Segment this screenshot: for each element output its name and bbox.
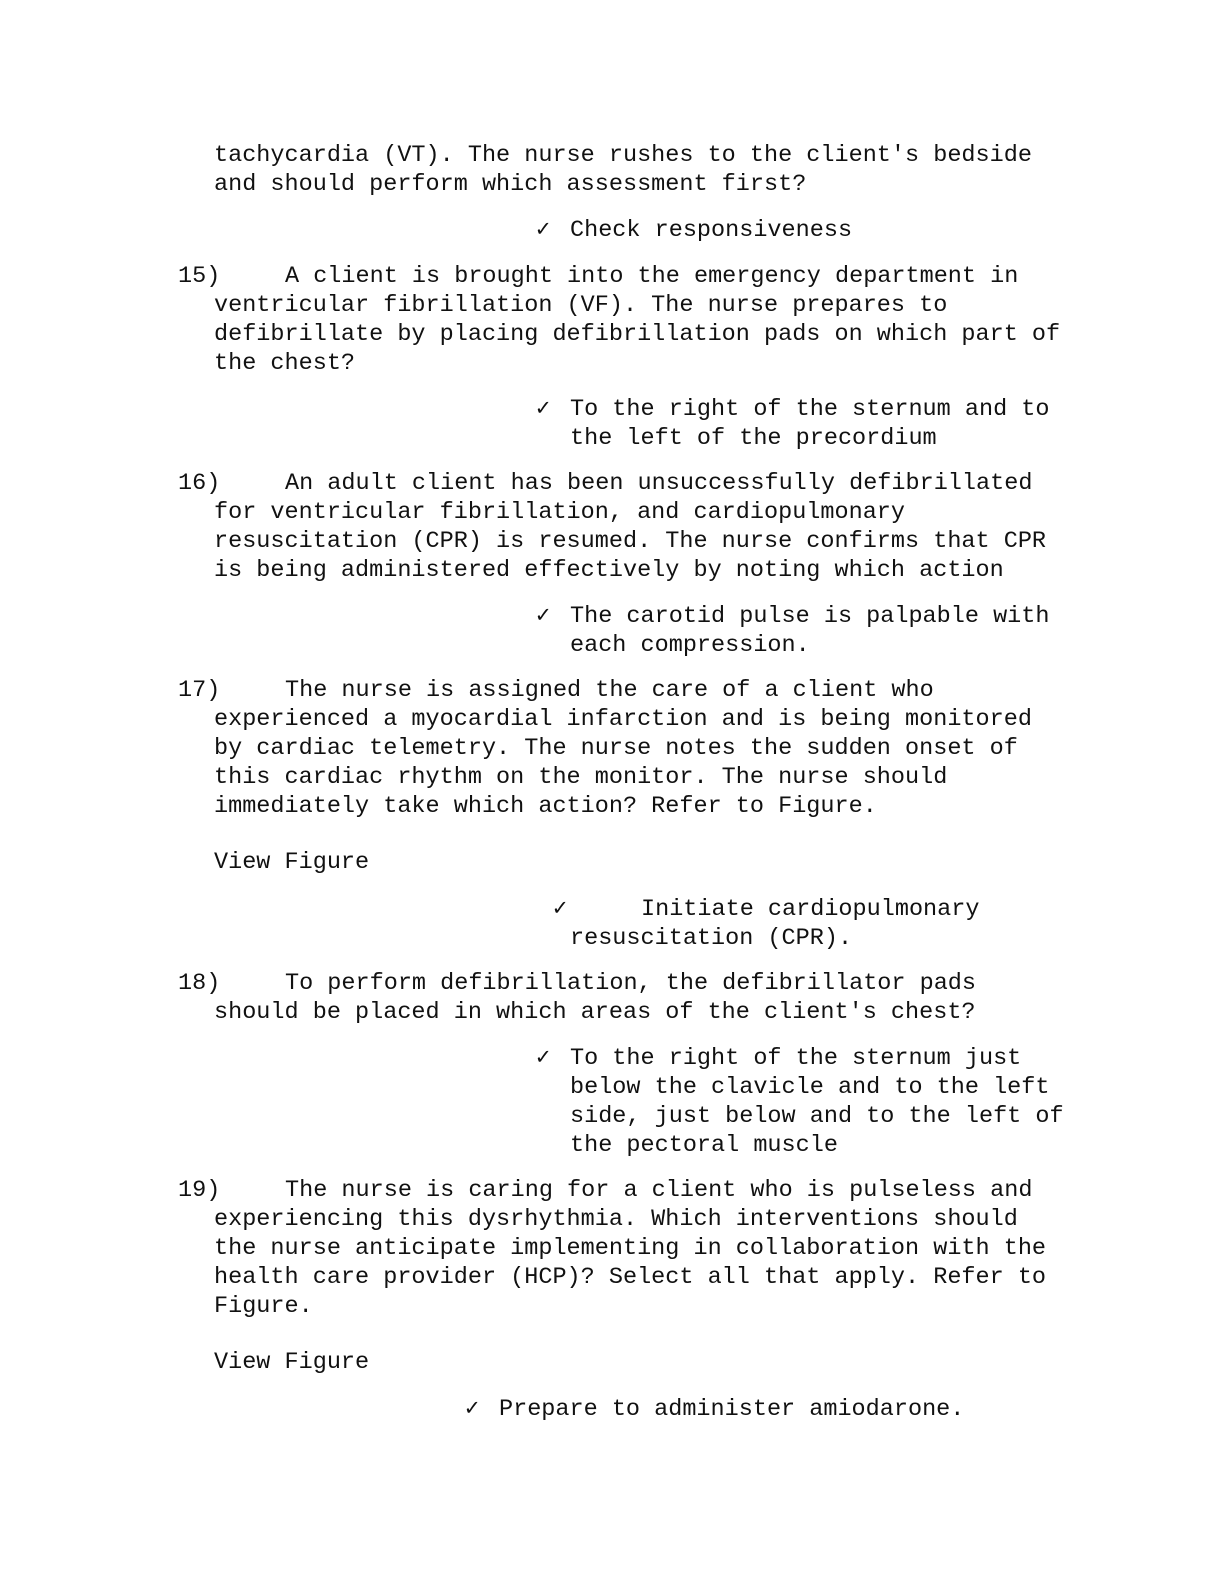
question-19-text-line: Figure.	[214, 1293, 313, 1320]
checkmark-icon: ✓	[553, 896, 568, 923]
answer-18-line: To the right of the sternum just	[570, 1045, 1022, 1072]
question-15-text-line: ventricular fibrillation (VF). The nurse prepares to	[214, 292, 948, 319]
checkmark-icon: ✓	[536, 217, 551, 244]
question-15-text-line: A client is brought into the emergency department in	[285, 263, 1019, 290]
answer-18-line: side, just below and to the left of	[570, 1103, 1064, 1130]
question-18-text-line: should be placed in which areas of the client's chest?	[214, 999, 976, 1026]
question-18-text-line: To perform defibrillation, the defibrillator pads	[285, 970, 977, 997]
question-18-number: 18)	[178, 970, 221, 997]
question-17-number: 17)	[178, 677, 221, 704]
question-16-text-line: for ventricular fibrillation, and cardiopulmonary	[214, 499, 906, 526]
question-17-text-line: this cardiac rhythm on the monitor. The nurse should	[214, 764, 948, 791]
answer-19-line: Prepare to administer amiodarone.	[499, 1396, 965, 1423]
answer-17-line: resuscitation (CPR).	[570, 925, 853, 952]
answer-15-line: To the right of the sternum and to	[570, 396, 1050, 423]
question-15-text-line: defibrillate by placing defibrillation pads on which part of	[214, 321, 1061, 348]
checkmark-icon: ✓	[536, 1045, 551, 1072]
answer-18-line: below the clavicle and to the left	[570, 1074, 1050, 1101]
question-19-text-line: experiencing this dysrhythmia. Which interventions should	[214, 1206, 1018, 1233]
question-17-text-line: immediately take which action? Refer to Figure.	[214, 793, 877, 820]
answer-18-line: the pectoral muscle	[570, 1132, 838, 1159]
question-16-text-line: An adult client has been unsuccessfully defibrillated	[285, 470, 1033, 497]
question-19-text-line: the nurse anticipate implementing in collaboration with the	[214, 1235, 1047, 1262]
view-figure-link[interactable]: View Figure	[214, 1349, 370, 1376]
checkmark-icon: ✓	[536, 396, 551, 423]
checkmark-icon: ✓	[536, 603, 551, 630]
question-14-text-line: tachycardia (VT). The nurse rushes to the client's bedside	[214, 142, 1032, 169]
question-19-number: 19)	[178, 1177, 221, 1204]
answer-16-line: each compression.	[570, 632, 810, 659]
answer-15-line: the left of the precordium	[570, 425, 937, 452]
question-19-text-line: health care provider (HCP)? Select all that apply. Refer to	[214, 1264, 1047, 1291]
question-14-text-line: and should perform which assessment first?	[214, 171, 807, 198]
question-16-text-line: is being administered effectively by noting which action	[214, 557, 1004, 584]
question-15-text-line: the chest?	[214, 350, 356, 377]
checkmark-icon: ✓	[465, 1396, 480, 1423]
question-17-text-line: The nurse is assigned the care of a client who	[285, 677, 934, 704]
answer-16-line: The carotid pulse is palpable with	[570, 603, 1050, 630]
answer-17-line: Initiate cardiopulmonary	[641, 896, 980, 923]
question-19-text-line: The nurse is caring for a client who is pulseless and	[285, 1177, 1033, 1204]
question-17-text-line: by cardiac telemetry. The nurse notes the sudden onset of	[214, 735, 1018, 762]
answer-14-line: Check responsiveness	[570, 217, 853, 244]
question-16-number: 16)	[178, 470, 221, 497]
question-15-number: 15)	[178, 263, 221, 290]
question-16-text-line: resuscitation (CPR) is resumed. The nurse confirms that CPR	[214, 528, 1047, 555]
question-17-text-line: experienced a myocardial infarction and is being monitored	[214, 706, 1032, 733]
view-figure-link[interactable]: View Figure	[214, 849, 370, 876]
